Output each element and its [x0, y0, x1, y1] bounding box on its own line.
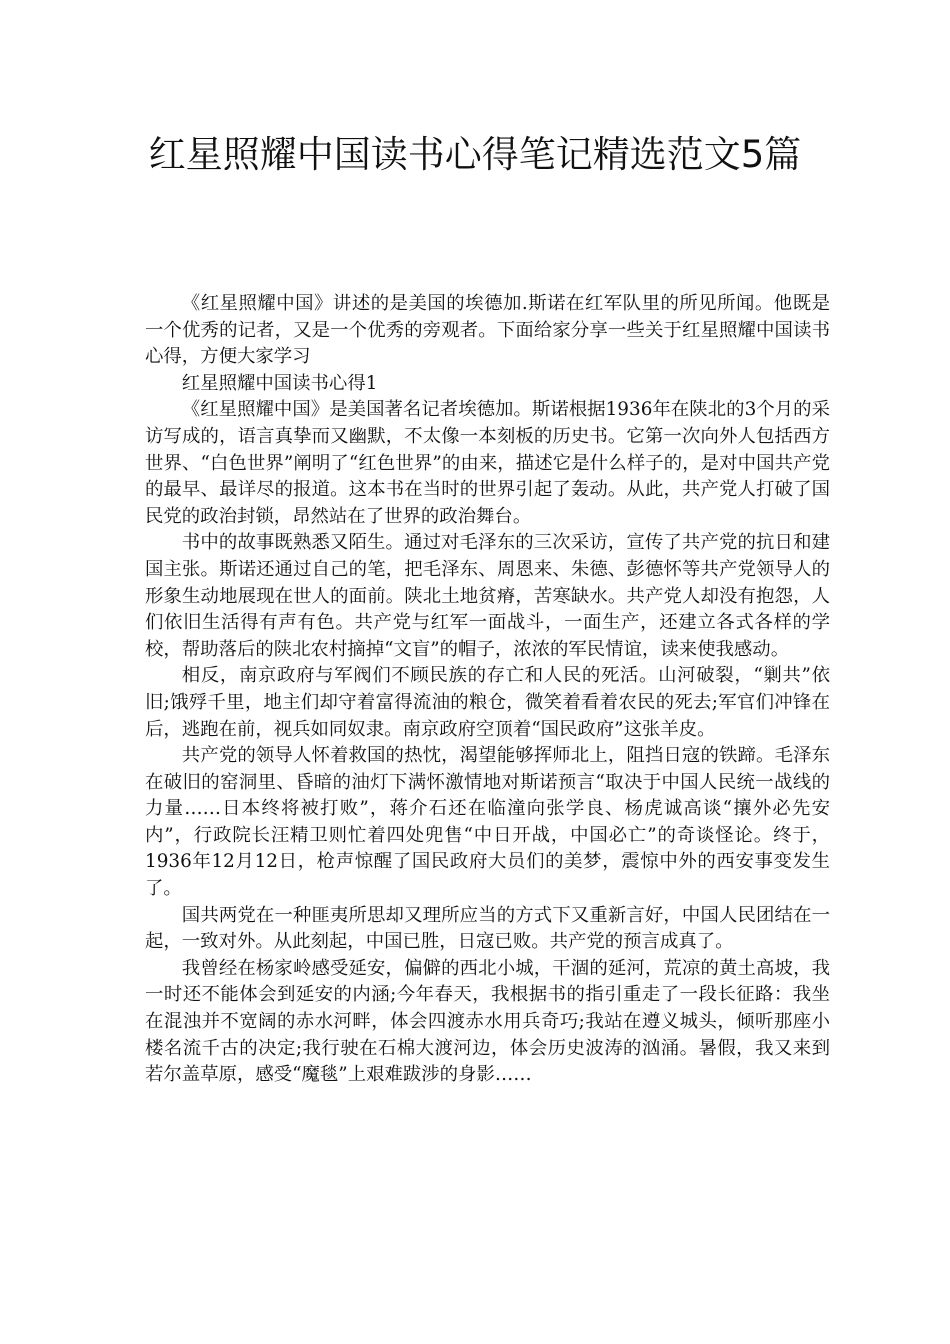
body-paragraph: 共产党的领导人怀着救国的热忱，渴望能够挥师北上，阻挡日寇的铁蹄。毛泽东在破旧的窑洞里、昏暗的油灯下满怀激情地对斯诺预言“取决于中国人民统一战线的力量……日本终将被打败”，蒋介石还在临潼向张学良、杨虎诚高谈“攘外必先安内”，行政院长汪精卫则忙着四处兜售“中日开战，中国必亡”的奇谈怪论。终于，1936年12月12日，枪声惊醒了国民政府大员们的美梦，震惊中外的西安事变发生了。 [145, 745, 830, 900]
document-body [145, 291, 830, 1089]
body-paragraph: 国共两党在一种匪夷所思却又理所应当的方式下又重新言好，中国人民团结在一起，一致对外。从此刻起，中国已胜，日寇已败。共产党的预言成真了。 [145, 904, 830, 953]
body-paragraph: 《红星照耀中国》是美国著名记者埃德加。斯诺根据1936年在陕北的3个月的采访写成的，语言真挚而又幽默，不太像一本刻板的历史书。它第一次向外人包括西方世界、“白色世界”阐明了“红色世界”的由来，描述它是什么样子的，是对中国共产党的最早、最详尽的报道。这本书在当时的世界引起了轰动。从此，共产党人打破了国民党的政治封锁，昂然站在了世界的政治舞台。 [145, 399, 830, 527]
section-heading: 红星照耀中国读书心得1 [181, 372, 378, 394]
body-paragraph: 我曾经在杨家岭感受延安，偏僻的西北小城，干涸的延河，荒凉的黄土高坡，我一时还不能体会到延安的内涵;今年春天，我根据书的指引重走了一段长征路：我坐在混浊并不宽阔的赤水河畔，体会四渡赤水用兵奇巧;我站在遵义城头，倾听那座小楼名流千古的决定;我行驶在石棉大渡河边，体会历史波涛的汹涌。暑假，我又来到若尔盖草原，感受“魔毯”上艰难跋涉的身影…… [145, 957, 830, 1086]
body-paragraph: 书中的故事既熟悉又陌生。通过对毛泽东的三次采访，宣传了共产党的抗日和建国主张。斯诺还通过自己的笔，把毛泽东、周恩来、朱德、彭德怀等共产党领导人的形象生动地展现在世人的面前。陕北土地贫瘠，苦寒缺水。共产党人却没有抱怨，人们依旧生活得有声有色。共产党与红军一面战斗，一面生产，还建立各式各样的学校，帮助落后的陕北农村摘掉“文盲”的帽子，浓浓的军民情谊，读来使我感动。 [145, 532, 830, 660]
document-title: 红星照耀中国读书心得笔记精选范文5篇 [148, 133, 802, 176]
intro-paragraph: 《红星照耀中国》讲述的是美国的埃德加.斯诺在红军队里的所见所闻。他既是一个优秀的记者，又是一个优秀的旁观者。下面给家分享一些关于红星照耀中国读书心得，方便大家学习 [145, 293, 830, 368]
body-paragraph: 相反，南京政府与军阀们不顾民族的存亡和人民的死活。山河破裂，“剿共”依旧;饿殍千里，地主们却守着富得流油的粮仓，微笑着看着农民的死去;军官们冲锋在后，逃跑在前，视兵如同奴隶。南京政府空顶着“国民政府”这张羊皮。 [145, 665, 830, 740]
